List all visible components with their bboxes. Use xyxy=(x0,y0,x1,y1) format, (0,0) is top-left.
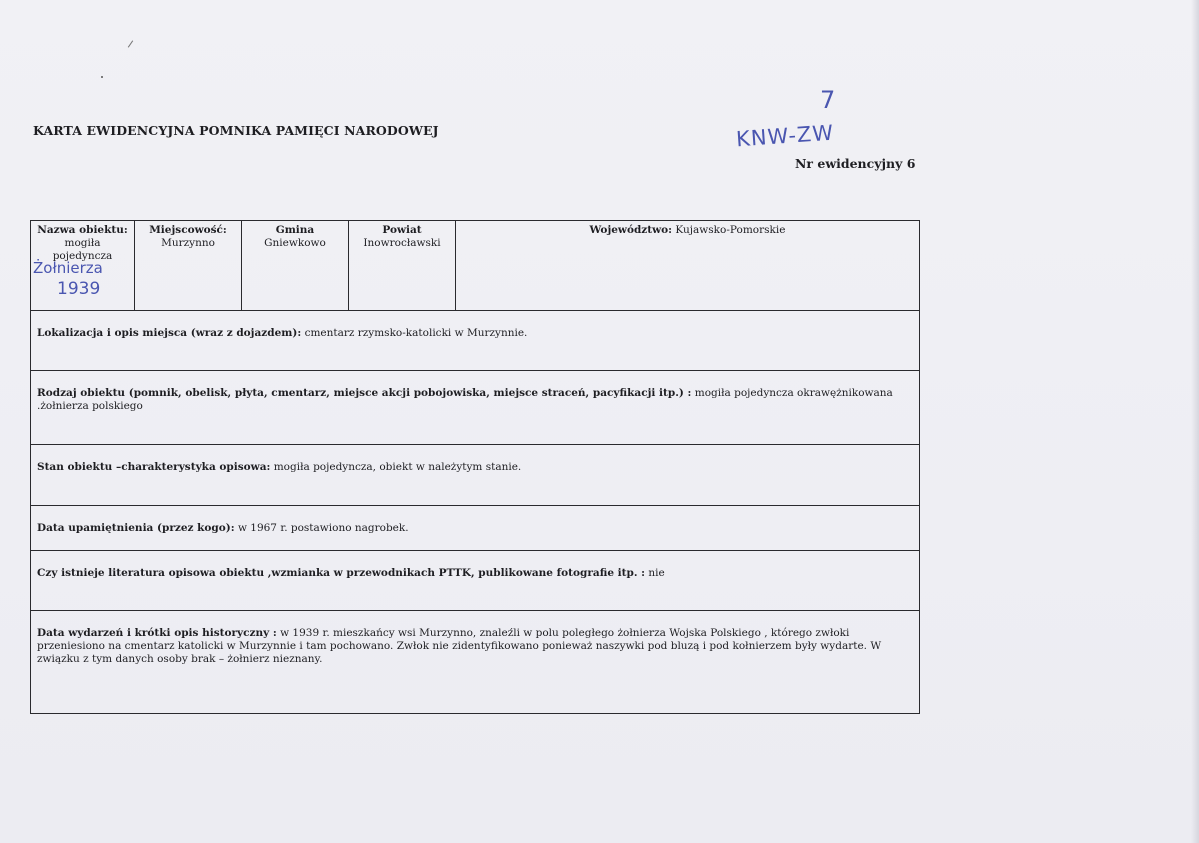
literature-value: nie xyxy=(648,567,665,579)
voivodeship-label: Województwo: xyxy=(589,224,673,236)
handwritten-note-year: 1939 xyxy=(57,279,101,299)
object-type-value: mogiła pojedyncza okrawężnikowana .żołnierza polskiego xyxy=(37,387,893,412)
commune-value: Gniewkowo xyxy=(264,237,326,249)
record-table xyxy=(30,220,920,714)
history-label: Data wydarzeń i krótki opis historyczny : xyxy=(37,627,277,639)
object-type-label: Rodzaj obiektu (pomnik, obelisk, płyta, cmentarz, miejsce akcji pobojowiska, miejsce straceń, pacyfikacji itp.) : xyxy=(37,387,692,399)
handwritten-code: KNW-ZW xyxy=(735,120,835,152)
scan-mark xyxy=(128,40,133,47)
scan-speck xyxy=(101,76,103,78)
cell-commune xyxy=(242,221,349,311)
object-name-label: Nazwa obiektu: xyxy=(37,224,128,236)
cell-county xyxy=(349,221,456,311)
cell-object-name xyxy=(31,221,135,311)
county-label: Powiat xyxy=(382,224,422,236)
object-name-value-2: pojedyncza xyxy=(52,250,113,262)
object-type-row xyxy=(31,371,919,445)
voivodeship-value: Kujawsko-Pomorskie xyxy=(675,224,786,236)
locality-label: Miejscowość: xyxy=(149,224,227,236)
handwritten-note-soldier: Żołnierza xyxy=(33,259,103,277)
page-edge-shadow xyxy=(1191,0,1199,843)
history-value: w 1939 r. mieszkańcy wsi Murzynno, znaleźli w polu poległego żołnierza Wojska Polskiego , którego zwłoki przeniesiono na cmentarz katolicki w Murzynnie i tam pochowano. Zwłok nie zidentyfikowano ponieważ naszywki pod bluzą i pod kołnierzem były wydarte. W związku z tym danych osoby brak – żołnierz nieznany. xyxy=(37,627,882,665)
registration-number: Nr ewidencyjny 6 xyxy=(795,156,916,171)
location-value: cmentarz rzymsko-katolicki w Murzynnie. xyxy=(304,327,528,339)
location-label: Lokalizacja i opis miejsca (wraz z dojazdem): xyxy=(37,327,302,339)
literature-row xyxy=(31,551,919,611)
location-row xyxy=(31,311,919,371)
handwritten-number: 7 xyxy=(820,86,836,114)
condition-label: Stan obiektu –charakterystyka opisowa: xyxy=(37,461,271,473)
condition-row xyxy=(31,445,919,506)
history-row xyxy=(31,611,919,713)
cell-voivodeship xyxy=(456,221,919,311)
commemoration-value: w 1967 r. postawiono nagrobek. xyxy=(237,522,409,534)
commemoration-label: Data upamiętnienia (przez kogo): xyxy=(37,522,235,534)
object-name-value-1: mogiła xyxy=(64,237,101,249)
commemoration-row xyxy=(31,506,919,551)
condition-value: mogiła pojedyncza, obiekt w należytym stanie. xyxy=(273,461,522,473)
document-title: KARTA EWIDENCYJNA POMNIKA PAMIĘCI NARODOWEJ xyxy=(33,123,439,138)
literature-label: Czy istnieje literatura opisowa obiektu ,wzmianka w przewodnikach PTTK, publikowane fotografie itp. : xyxy=(37,567,646,579)
cell-locality xyxy=(135,221,242,311)
commune-label: Gmina xyxy=(275,224,315,236)
header-row xyxy=(31,221,919,311)
locality-value: Murzynno xyxy=(161,237,215,249)
county-value: Inowrocławski xyxy=(363,237,441,249)
